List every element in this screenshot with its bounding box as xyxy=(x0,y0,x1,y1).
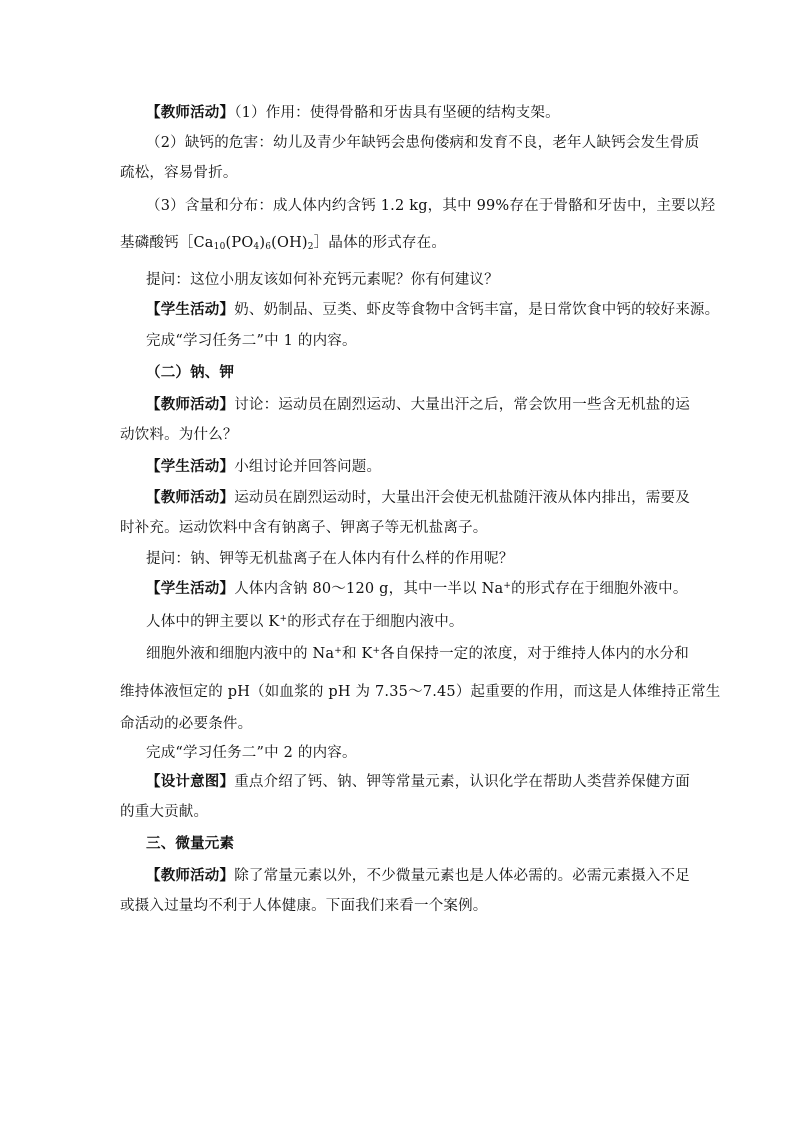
paragraph-teacher-discussion-line1: 【教师活动】讨论：运动员在剧烈运动、大量出汗之后，常会饮用一些含无机盐的运 xyxy=(146,396,690,413)
paragraph-student-sodium: 【学生活动】人体内含钠 80～120 g，其中一半以 Na+的形式存在于细胞外液中。 xyxy=(146,580,688,597)
question-ions: 提问：钠、钾等无机盐离子在人体内有什么样的作用呢？ xyxy=(146,551,514,567)
teacher-activity-tag: 【教师活动】 xyxy=(146,489,235,506)
task-instruction-1: 完成“学习任务二”中 1 的内容。 xyxy=(146,333,357,349)
paragraph-student-discussion: 【学生活动】小组讨论并回答问题。 xyxy=(146,458,382,475)
student-activity-tag: 【学生活动】 xyxy=(146,458,235,475)
paragraph-teacher-sweat-line1: 【教师活动】运动员在剧烈运动时，大量出汗会使无机盐随汗液从体内排出，需要及 xyxy=(146,489,690,506)
paragraph-design-intent-line2: 的重大贡献。 xyxy=(120,804,209,820)
paragraph-calcium-function: 【教师活动】（1）作用：使得骨骼和牙齿具有坚硬的结构支架。 xyxy=(146,104,560,121)
teacher-activity-tag: 【教师活动】 xyxy=(146,867,235,884)
paragraph-fluids-line1: 细胞外液和细胞内液中的 Na+和 K+各自保持一定的浓度，对于维持人体内的水分和 xyxy=(146,646,689,662)
paragraph-calcium-content-line2: 基磷酸钙$[Ca_{10}(PO_4)_6(OH)_2]$晶体的形式存在。 xyxy=(120,235,447,252)
section-heading-sodium-potassium: （二）钠、钾 xyxy=(146,364,235,381)
paragraph-potassium: 人体中的钾主要以 K+的形式存在于细胞内液中。 xyxy=(146,614,464,630)
task-instruction-2: 完成“学习任务二”中 2 的内容。 xyxy=(146,745,357,761)
paragraph-trace-elements-line1: 【教师活动】除了常量元素以外，不少微量元素也是人体必需的。必需元素摄入不足 xyxy=(146,867,690,884)
question-calcium: 提问：这位小朋友该如何补充钙元素呢？你有何建议？ xyxy=(146,272,499,288)
paragraph-design-intent-line1: 【设计意图】重点介绍了钙、钠、钾等常量元素，认识化学在帮助人类营养保健方面 xyxy=(146,773,690,790)
paragraph-fluids-line3: 命活动的必要条件。 xyxy=(120,716,253,732)
paragraph-fluids-line2: 维持体液恒定的 pH（如血浆的 pH 为 7.35～7.45）起重要的作用，而这是人体维持正常生 xyxy=(120,684,721,700)
paragraph-trace-elements-line2: 或摄入过量均不利于人体健康。下面我们来看一个案例。 xyxy=(120,898,488,914)
teacher-activity-tag: 【教师活动】 xyxy=(146,104,235,121)
student-activity-tag: 【学生活动】 xyxy=(146,580,235,597)
paragraph-calcium-content-line1: （3）含量和分布：成人体内约含钙 1.2 kg，其中 99%存在于骨骼和牙齿中，主要以羟 xyxy=(146,198,716,214)
student-activity-tag: 【学生活动】 xyxy=(146,301,235,318)
paragraph-student-calcium: 【学生活动】奶、奶制品、豆类、虾皮等食物中含钙丰富，是日常饮食中钙的较好来源。 xyxy=(146,301,720,318)
teacher-activity-tag: 【教师活动】 xyxy=(146,396,235,413)
design-intent-tag: 【设计意图】 xyxy=(146,773,235,790)
section-heading-trace-elements: 三、微量元素 xyxy=(146,835,235,852)
paragraph-teacher-sweat-line2: 时补充。运动饮料中含有钠离子、钾离子等无机盐离子。 xyxy=(120,520,488,536)
paragraph-teacher-discussion-line2: 动饮料。为什么？ xyxy=(120,427,238,443)
paragraph-calcium-deficiency-line1: （2）缺钙的危害：幼儿及青少年缺钙会患佝偻病和发育不良，老年人缺钙会发生骨质 xyxy=(146,135,700,151)
paragraph-calcium-deficiency-line2: 疏松，容易骨折。 xyxy=(120,165,238,181)
